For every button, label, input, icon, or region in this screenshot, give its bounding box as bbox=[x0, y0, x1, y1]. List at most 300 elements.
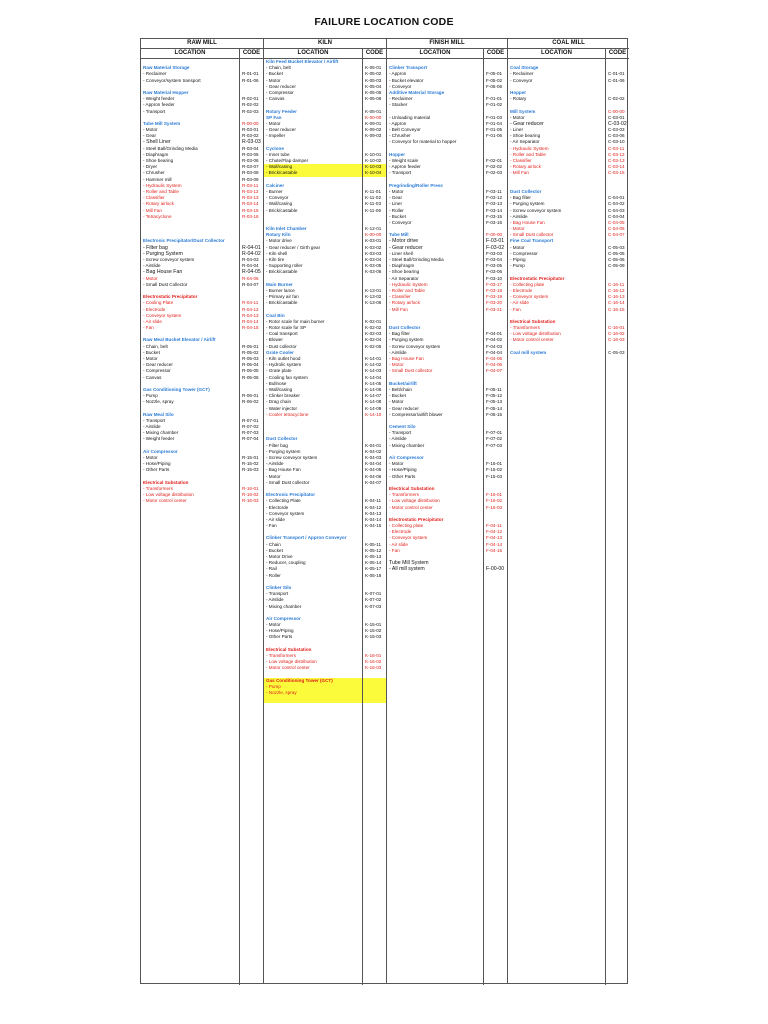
location-code: K-04-04 bbox=[365, 461, 382, 467]
location-code: R-05-02 bbox=[242, 349, 259, 355]
location-label: - Purging system bbox=[510, 201, 545, 207]
location-label: - Motor bbox=[510, 226, 525, 232]
location-code: K-14-06 bbox=[365, 386, 382, 392]
location-code: F-03-12 bbox=[486, 195, 503, 201]
location-label: Tube Mill bbox=[389, 232, 409, 238]
location-label: - Rotary airlock bbox=[389, 300, 420, 306]
location-label: - Stacker bbox=[389, 102, 408, 108]
location-code: C-04-01 bbox=[608, 195, 625, 201]
document-title: FAILURE LOCATION CODE bbox=[314, 16, 454, 28]
location-label: Gas Conditioning Tower (GCT) bbox=[143, 386, 210, 392]
code-header: CODE bbox=[242, 50, 261, 56]
location-label: - Small Dust collector bbox=[510, 232, 554, 238]
location-code: R-16-03 bbox=[242, 498, 259, 504]
location-code: F-16-01 bbox=[486, 492, 503, 498]
location-label: - Clinker breaker bbox=[266, 393, 300, 399]
location-label: - Grate plate bbox=[266, 368, 292, 374]
section-header: RAW MILL bbox=[141, 39, 263, 49]
location-label: - Bag House Fan bbox=[143, 269, 183, 276]
location-code: R-04-12 bbox=[242, 306, 259, 312]
location-label: Electrostatic Precipitator bbox=[143, 294, 198, 300]
location-code: C-16-03 bbox=[608, 337, 625, 343]
location-code: R-16-02 bbox=[242, 492, 259, 498]
location-label: Dust Collector bbox=[389, 325, 421, 331]
location-code: R-15-01 bbox=[242, 455, 259, 460]
location-code: R-04-04 bbox=[242, 263, 259, 269]
location-label bbox=[264, 696, 363, 702]
location-label: - Hammer mill bbox=[143, 176, 172, 182]
location-label: - All mill system bbox=[389, 566, 425, 573]
location-code: R-04-01 bbox=[242, 244, 261, 251]
location-label: Kiln Feed Bucket Elevator / Airlift bbox=[266, 59, 339, 64]
location-label: - Steel Ball/Grinding Media bbox=[389, 257, 444, 262]
location-label: - Transformers bbox=[510, 325, 540, 331]
location-label: - Hose/Piping bbox=[266, 628, 294, 634]
location-code: K-05-01 bbox=[365, 65, 382, 71]
location-label: - Rotary airlock bbox=[510, 164, 541, 170]
location-code: F-07-03 bbox=[486, 442, 503, 448]
location-label: Electrostatic Precipitator bbox=[510, 275, 565, 281]
location-code: C-16-02 bbox=[608, 331, 625, 337]
location-code: R-02-03 bbox=[242, 108, 259, 114]
location-label: - Weight feeder bbox=[143, 96, 175, 102]
location-code: R-03-04 bbox=[242, 145, 259, 151]
location-code: K-04-02 bbox=[365, 448, 382, 454]
location-label: - Compressor/airlift blower bbox=[389, 411, 443, 417]
location-label: - Mill Fan bbox=[389, 306, 408, 312]
location-code: K-07-02 bbox=[365, 597, 382, 603]
location-code: K-03-01 bbox=[365, 238, 382, 244]
location-label: - Conveyor bbox=[389, 219, 412, 225]
location-label: - Classifier bbox=[510, 158, 532, 163]
location-label: - Transport bbox=[389, 170, 412, 176]
column-body bbox=[141, 59, 263, 985]
location-label: - Motor drive bbox=[389, 238, 419, 245]
location-label: - Kiln tire bbox=[266, 257, 285, 262]
location-label: Tube Mill System bbox=[143, 120, 181, 126]
location-label: - Other Parts bbox=[143, 467, 170, 473]
location-label: - Motor Drive bbox=[266, 554, 293, 559]
location-code: K-02-05 bbox=[365, 343, 382, 349]
sub-header bbox=[264, 49, 386, 59]
location-code: K-13-02 bbox=[365, 294, 382, 300]
location-code: K-10-04 bbox=[365, 170, 382, 176]
location-header: LOCATION bbox=[508, 49, 606, 58]
location-code: F-02-02 bbox=[486, 164, 503, 170]
location-label: - Purging system bbox=[389, 337, 424, 343]
location-label: - Purging System bbox=[143, 250, 183, 257]
location-label: - Airslide bbox=[266, 597, 284, 603]
location-code: K-05-18 bbox=[365, 572, 382, 578]
column-body bbox=[508, 59, 629, 985]
location-label: - Kiln outlet hood bbox=[266, 356, 301, 361]
location-label: - Motor control center bbox=[389, 504, 433, 510]
location-label: - Transformers bbox=[389, 492, 419, 498]
location-code: C-04-07 bbox=[608, 232, 625, 238]
list-item bbox=[141, 498, 263, 504]
location-label: - Diaphragm bbox=[143, 151, 169, 157]
location-label: - Appron bbox=[389, 120, 407, 126]
location-label: - Motor drive bbox=[266, 238, 292, 244]
location-code: R-16-01 bbox=[242, 485, 259, 491]
location-label: - Electrode bbox=[510, 287, 533, 293]
location-code: F-01-02 bbox=[486, 102, 503, 108]
location-label: - Canvas bbox=[143, 374, 162, 380]
location-label: - Blower bbox=[266, 337, 283, 343]
location-code: K-16-03 bbox=[365, 665, 382, 671]
location-code: R-01-06 bbox=[242, 77, 259, 83]
location-label: - Fan bbox=[143, 325, 154, 331]
location-label: - Cooling fan system bbox=[266, 374, 308, 380]
location-label: - Conveyor bbox=[389, 83, 412, 89]
location-label: - Fan bbox=[266, 523, 277, 529]
location-label: - Mixing chamber bbox=[389, 442, 425, 448]
location-label: - Motor bbox=[266, 120, 281, 126]
location-label: - Unloading material bbox=[389, 114, 431, 120]
column-kiln bbox=[264, 39, 387, 983]
location-code: F-03-13 bbox=[486, 201, 503, 207]
location-label: - Screw conveyor system bbox=[143, 257, 195, 262]
location-label: - Chute/Flap damper bbox=[266, 158, 309, 163]
location-label: - Motor bbox=[266, 622, 281, 628]
location-label: - Transformers bbox=[266, 653, 296, 658]
location-label: - Conveyor for material to hopper bbox=[389, 139, 457, 145]
location-code: R-04-14 bbox=[242, 318, 259, 324]
location-code: K-13-06 bbox=[365, 300, 382, 306]
location-code: C-16-01 bbox=[608, 325, 625, 331]
location-code: C-16-14 bbox=[608, 300, 625, 306]
location-label: - Electrode bbox=[143, 306, 166, 312]
location-label: - Belt Conveyor bbox=[389, 127, 421, 133]
location-label: - Collecting plate bbox=[510, 281, 545, 287]
location-label: - Appron bbox=[389, 71, 407, 77]
location-code: K-15-02 bbox=[365, 628, 382, 634]
location-code: K-04-12 bbox=[365, 504, 382, 510]
location-label: - Air slide bbox=[143, 318, 162, 324]
location-label: - Motor bbox=[510, 244, 525, 250]
location-code: K-14-04 bbox=[365, 374, 382, 380]
location-label: - Filter bag bbox=[266, 442, 288, 448]
location-code: F-01-05 bbox=[486, 127, 503, 133]
location-label: - Reducer, coupling bbox=[266, 560, 306, 566]
location-code: C-16-15 bbox=[608, 306, 625, 312]
location-code: K-04-13 bbox=[365, 510, 382, 516]
column-finish-mill bbox=[387, 39, 508, 983]
location-code: K-04-11 bbox=[365, 498, 382, 504]
location-label: Clinker Transport bbox=[389, 65, 428, 71]
location-label: - Weight feeder bbox=[143, 436, 175, 442]
location-label: - Mixing chamber bbox=[266, 603, 302, 609]
location-label: - Steel Ball/Grinding Media bbox=[143, 145, 198, 151]
location-label: - Bag House Fan bbox=[266, 467, 301, 473]
location-code: R-03-13 bbox=[242, 195, 259, 201]
location-label: - Nozzle, spray bbox=[266, 690, 297, 696]
location-label: - Conveyor system bbox=[266, 510, 305, 516]
location-code: F-03-01 bbox=[486, 238, 505, 245]
location-label: - Low voltage distribution bbox=[143, 492, 194, 498]
location-code: K-05-02 bbox=[365, 71, 382, 77]
location-label: - Rotor scale for main burner bbox=[266, 318, 325, 324]
location-label: SP Fan bbox=[266, 114, 282, 120]
location-code: K-04-01 bbox=[365, 442, 382, 448]
location-code: K-11-02 bbox=[365, 195, 382, 201]
location-code: F-03-02 bbox=[486, 244, 505, 251]
location-code: C-04-03 bbox=[608, 207, 625, 213]
location-label: - Gear bbox=[143, 133, 157, 139]
location-code: R-05-03 bbox=[242, 356, 259, 361]
location-code: K-14-01 bbox=[365, 356, 382, 361]
column-coal-mill bbox=[508, 39, 629, 983]
location-code: F-04-04 bbox=[486, 349, 503, 355]
location-code: K-10-03 bbox=[365, 164, 382, 170]
location-code: R-04-02 bbox=[242, 250, 261, 257]
location-label: - Coal transport bbox=[266, 331, 298, 337]
code-divider bbox=[605, 59, 606, 985]
location-label: - Mill Fan bbox=[143, 207, 162, 213]
location-label: - Hose/Piping bbox=[389, 467, 417, 473]
location-code: C-05-05 bbox=[608, 250, 625, 256]
location-code: F-00-00 bbox=[486, 232, 503, 238]
location-label: - Collecting plate bbox=[389, 523, 424, 529]
location-code: F-05-06 bbox=[486, 83, 503, 89]
location-label: - Chain bbox=[266, 541, 281, 547]
location-code: F-00-00 bbox=[486, 566, 505, 573]
list-item bbox=[264, 696, 386, 702]
location-label: - Reclaimer bbox=[143, 71, 167, 77]
column-body bbox=[387, 59, 507, 985]
section-header: KILN bbox=[264, 39, 386, 49]
location-code: F-03-11 bbox=[486, 188, 502, 194]
location-label: - Liner shell bbox=[389, 250, 413, 256]
location-label: - Compressor bbox=[143, 368, 171, 374]
location-label: Electronic Precipitator bbox=[266, 492, 316, 498]
location-code: F-03-21 bbox=[486, 306, 503, 312]
location-label: - Bag filter bbox=[389, 331, 410, 337]
location-code: R-03-08 bbox=[242, 170, 259, 176]
location-label: - Motor bbox=[143, 356, 158, 361]
location-code: C-03-14 bbox=[608, 164, 625, 170]
location-label: - Transport bbox=[266, 591, 289, 597]
location-label: - Transformers bbox=[143, 485, 173, 491]
location-label: Electrical Substation bbox=[266, 646, 312, 652]
location-label: - Motor bbox=[389, 362, 404, 368]
location-code: R-02-01 bbox=[242, 96, 259, 102]
location-code: K-15-03 bbox=[365, 634, 382, 640]
location-label: - Chain, belt bbox=[143, 343, 168, 349]
failure-location-table bbox=[140, 38, 628, 984]
location-code: K-05-17 bbox=[365, 566, 382, 572]
location-code: F-03-14 bbox=[486, 207, 503, 213]
location-label: - Bucket bbox=[266, 547, 283, 553]
location-code: K-14-03 bbox=[365, 368, 382, 374]
location-label: - Hydrolic system bbox=[266, 362, 302, 368]
location-label: - Collecting Plate bbox=[266, 498, 301, 504]
location-code: F-03-15 bbox=[486, 213, 503, 219]
location-code: F-04-02 bbox=[486, 337, 503, 343]
location-code: K-07-01 bbox=[365, 591, 382, 597]
location-label: - Transport bbox=[143, 108, 166, 114]
location-label: - Airslide bbox=[143, 263, 161, 269]
location-label: Air Compressor bbox=[266, 615, 301, 621]
location-code: K-14-09 bbox=[365, 405, 382, 411]
location-code: C-05-06 bbox=[608, 257, 625, 262]
location-label: - Weight scale bbox=[389, 158, 419, 163]
section-header: FINISH MILL bbox=[387, 39, 507, 49]
location-code: R-05-01 bbox=[242, 343, 259, 349]
location-label: - Roller bbox=[266, 572, 281, 578]
location-code: R-05-04 bbox=[242, 362, 259, 368]
location-label: Clinker Silo bbox=[266, 584, 292, 590]
location-code: R-02-02 bbox=[242, 102, 259, 108]
location-code: R-03-15 bbox=[242, 207, 259, 213]
sub-header bbox=[141, 49, 263, 59]
location-label: - Roller and Table bbox=[143, 188, 179, 194]
location-label: - Pump bbox=[510, 263, 525, 269]
location-code: F-03-04 bbox=[486, 257, 503, 262]
location-label: - Burner lance bbox=[266, 287, 295, 293]
location-label: - Bag House Fan bbox=[389, 356, 424, 361]
location-code: K-05-03 bbox=[365, 77, 382, 83]
location-code: R-03-16 bbox=[242, 213, 259, 219]
location-label: Fine Coal Transport bbox=[510, 238, 554, 244]
location-label: - Chain, belt bbox=[266, 65, 291, 71]
location-label: - Chrusher bbox=[143, 170, 165, 176]
location-label: - Bullnose bbox=[266, 380, 287, 386]
location-label: - Mill Fan bbox=[510, 170, 529, 176]
location-code: C-03-12 bbox=[608, 151, 625, 157]
location-code: C-05-03 bbox=[608, 349, 625, 355]
location-code: C-05-03 bbox=[608, 244, 625, 250]
location-code: K-04-06 bbox=[365, 473, 382, 479]
location-label: Cement Silo bbox=[389, 424, 416, 430]
location-code: R-06-01 bbox=[242, 393, 259, 399]
location-code: F-05-02 bbox=[486, 77, 503, 83]
location-code: K-16-02 bbox=[365, 659, 382, 665]
location-label: Coal Bin bbox=[266, 312, 285, 318]
code-divider bbox=[239, 59, 240, 985]
location-code: K-05-12 bbox=[365, 547, 382, 553]
location-code: K-02-02 bbox=[365, 325, 382, 331]
location-label: - Screw conveyor system bbox=[266, 455, 318, 460]
location-label: Raw Meal Bucket Elevator / Airlift bbox=[143, 337, 216, 343]
location-label: - Air Separator bbox=[389, 275, 419, 281]
location-code: F-04-13 bbox=[486, 535, 503, 541]
location-label: - Transport bbox=[389, 430, 412, 436]
location-code: F-03-18 bbox=[486, 287, 503, 293]
location-code: R-03-12 bbox=[242, 188, 259, 194]
location-label: Coal mill system bbox=[510, 349, 547, 355]
location-label: - Conveyor system bbox=[510, 294, 549, 300]
location-label: - Canvas bbox=[266, 96, 285, 102]
location-label: Additive Material Storage bbox=[389, 89, 445, 95]
location-code: R-00-00 bbox=[242, 120, 259, 126]
location-label: Air Compressor bbox=[143, 448, 178, 454]
location-label: - Compressor bbox=[510, 250, 538, 256]
location-code: K-04-14 bbox=[365, 516, 382, 522]
location-code: F-02-03 bbox=[486, 170, 503, 176]
location-label: - Conveyor bbox=[510, 77, 533, 83]
location-label: - Shell Liner bbox=[143, 139, 171, 146]
location-code: K-14-07 bbox=[365, 393, 382, 399]
location-code: F-01-04 bbox=[486, 120, 503, 126]
sub-header bbox=[508, 49, 629, 59]
location-code: K-02-04 bbox=[365, 337, 382, 343]
location-label: - Roller and Table bbox=[510, 151, 546, 157]
location-code: F-04-14 bbox=[486, 541, 503, 547]
location-label: - Drag chain bbox=[266, 399, 292, 405]
location-label: Clinker Transport / Appron Conveyor bbox=[266, 535, 347, 541]
location-label: Cyclone bbox=[266, 145, 284, 151]
location-code: R-03-01 bbox=[242, 127, 259, 133]
location-label: Electrostatic Precipitator bbox=[389, 516, 444, 522]
location-code: F-03-10 bbox=[486, 275, 503, 281]
location-label: Electrical Substation bbox=[510, 318, 556, 324]
location-label: Electrical Substation bbox=[143, 479, 189, 485]
location-label: - Kiln shell bbox=[266, 250, 288, 256]
location-label: - Compressor bbox=[266, 89, 294, 95]
location-label: - Liner bbox=[510, 127, 524, 133]
location-label: - Airslide bbox=[510, 213, 528, 219]
location-code: K-16-01 bbox=[365, 653, 382, 658]
code-divider bbox=[362, 59, 363, 985]
location-code: R-07-02 bbox=[242, 424, 259, 430]
location-code: C-16-13 bbox=[608, 294, 625, 300]
location-label: Dust Collector bbox=[510, 188, 542, 194]
location-code: K-10-02 bbox=[365, 158, 382, 163]
location-label: - Screw conveyor system bbox=[510, 207, 562, 213]
section-heading-row bbox=[508, 350, 629, 356]
location-header: LOCATION bbox=[264, 49, 363, 58]
location-code: R-03-03 bbox=[242, 139, 261, 146]
location-code: R-15-02 bbox=[242, 461, 259, 467]
location-code: F-05-11 bbox=[486, 386, 502, 392]
location-code: C-03-02 bbox=[608, 120, 627, 127]
location-label: - Purging system bbox=[266, 448, 301, 454]
location-label: - Classifier bbox=[143, 195, 165, 201]
location-label: - Airslide bbox=[389, 349, 407, 355]
location-code: F-04-11 bbox=[486, 523, 502, 529]
location-label: Kiln Inlet Chamber bbox=[266, 226, 307, 232]
location-code: K-11-01 bbox=[365, 188, 382, 194]
location-code: R-03-06 bbox=[242, 158, 259, 163]
location-code: K-02-03 bbox=[365, 331, 382, 337]
location-label: - Conveyor bbox=[266, 195, 289, 201]
location-label: - Classifier bbox=[389, 294, 411, 300]
code-header: CODE bbox=[365, 50, 384, 56]
location-code: C-01-06 bbox=[608, 77, 625, 83]
location-label: - Impeller bbox=[266, 133, 286, 139]
location-code: R-04-13 bbox=[242, 312, 259, 318]
location-code: F-01-01 bbox=[486, 96, 503, 102]
location-label: - Electrode bbox=[389, 529, 412, 535]
location-label: - Gear reducer bbox=[143, 362, 173, 368]
location-code: F-05-15 bbox=[486, 411, 503, 417]
location-code: C-02-02 bbox=[608, 96, 625, 102]
section-header: COAL MILL bbox=[508, 39, 629, 49]
location-label: Dust Collector bbox=[266, 436, 298, 442]
location-code: F-03-06 bbox=[486, 269, 503, 275]
location-label: - Hose/Piping bbox=[143, 461, 171, 467]
location-code: F-07-01 bbox=[486, 430, 503, 436]
location-code: K-04-05 bbox=[365, 467, 382, 473]
location-label: - Motor bbox=[143, 127, 158, 133]
location-code: K-00-00 bbox=[365, 232, 382, 238]
location-label: - Reclaimer bbox=[510, 71, 534, 77]
column-raw-mill bbox=[141, 39, 264, 983]
location-label: Rotary Feeder bbox=[266, 108, 297, 114]
location-label: Hopper bbox=[389, 151, 406, 157]
location-code: K-05-05 bbox=[365, 89, 382, 95]
